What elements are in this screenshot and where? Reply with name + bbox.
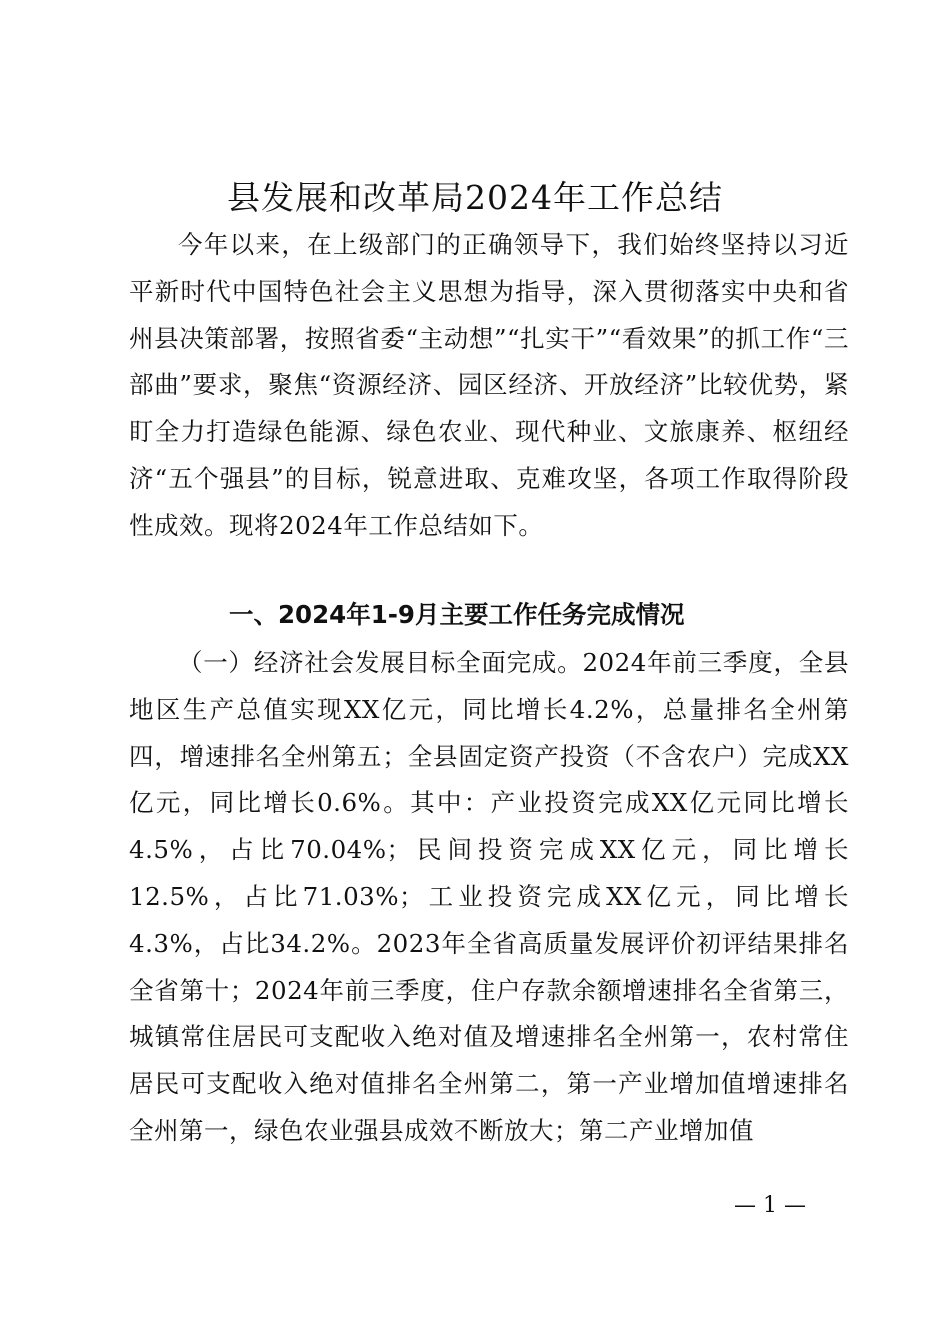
intro-paragraph-text: 今年以来，在上级部门的正确领导下，我们始终坚持以习近平新时代中国特色社会主义思想为指导，深入贯彻落实中央和省州县决策部署，按照省委“主动想”“扎实干”“看效果”的抓工作“三部曲”要求，聚焦“资源经济、园区经济、开放经济”比较优势，紧盯全力打造绿色能源、绿色农业、现代种业、文旅康养、枢纽经济“五个强县”的目标，锐意进取、克难攻坚，各项工作取得阶段性成效。现将2024年工作总结如下。 xyxy=(129,230,849,540)
subsection-paragraph xyxy=(129,640,849,1155)
subsection-body: 2024年前三季度，全县地区生产总值实现XX亿元，同比增长4.2%，总量排名全州第四，增速排名全州第五；全县固定资产投资（不含农户）完成XX亿元，同比增长0.6%。其中：产业投资完成XX亿元同比增长4.5%，占比70.04%；民间投资完成XX亿元，同比增长12.5%，占比71.03%；工业投资完成XX亿元，同比增长4.3%，占比34.2%。2023年全省高质量发展评价初评结果排名全省第十；2024年前三季度，住户存款余额增速排名全省第三，城镇常住居民可支配收入绝对值及增速排名全州第一，农村常住居民可支配收入绝对值排名全州第二，第一产业增加值增速排名全州第一，绿色农业强县成效不断放大；第二产业增加值 xyxy=(129,648,850,1145)
intro-paragraph xyxy=(129,222,849,550)
page-number: — 1 — xyxy=(734,1193,806,1218)
document-title: 县发展和改革局2024年工作总结 xyxy=(227,178,723,217)
section-heading: 一、2024年1-9月主要工作任务完成情况 xyxy=(229,600,685,629)
subsection-lead: （一）经济社会发展目标全面完成。 xyxy=(178,648,583,677)
